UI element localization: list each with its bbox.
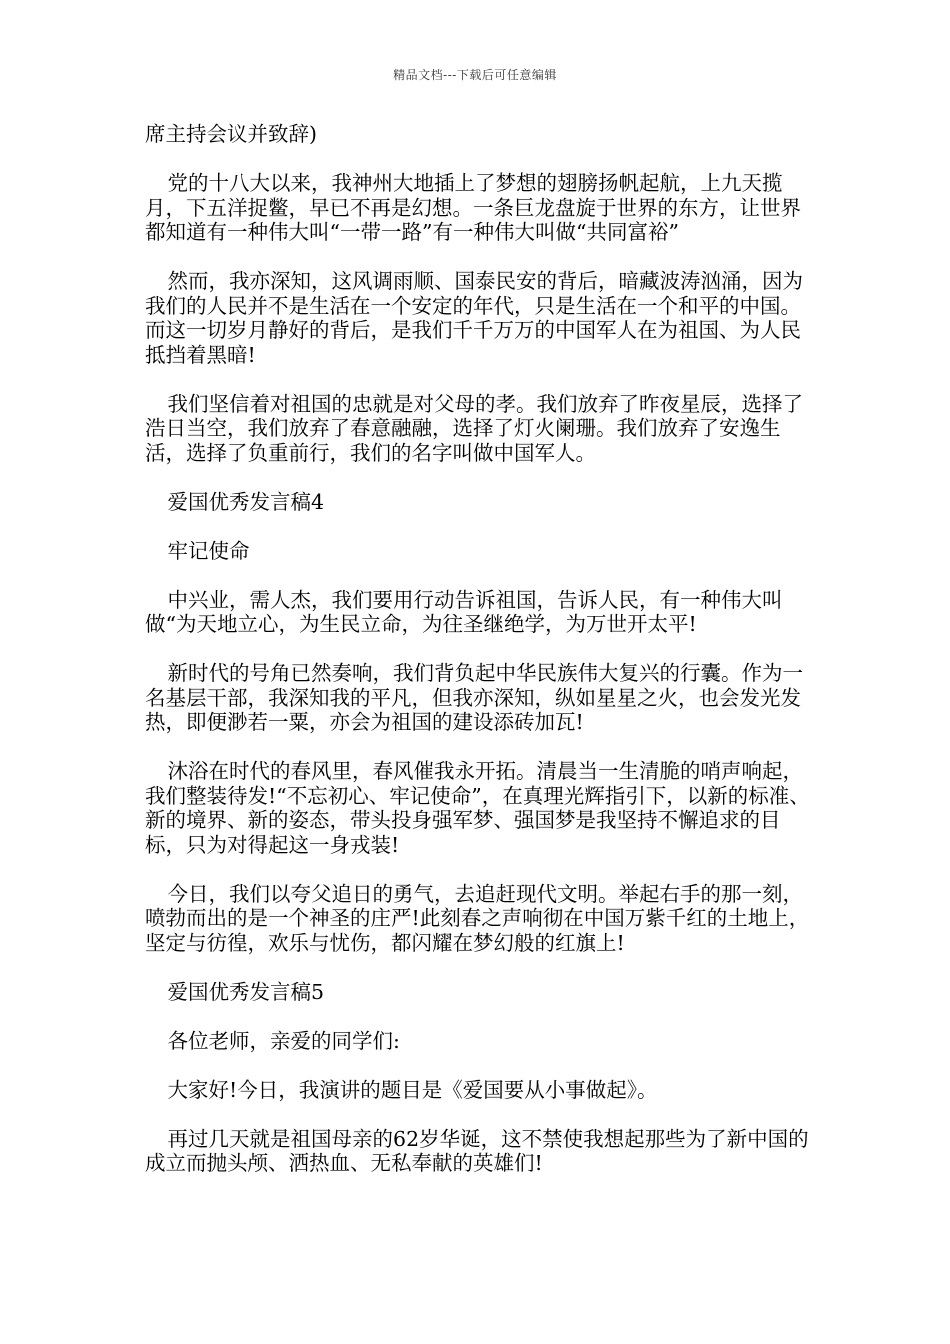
paragraph-9: 大家好!今日，我演讲的题目是《爱国要从小事做起》。 <box>167 1077 658 1102</box>
document-body <box>145 122 810 1200</box>
salutation: 各位老师，亲爱的同学们: <box>167 1028 400 1053</box>
paragraph-7: 沐浴在时代的春风里，春风催我永开拓。清晨当一生清脆的哨声响起，我们整装待发!“不忘初心、牢记使命”，在真理光辉指引下，以新的标准、新的境界、新的姿态，带头投身强军梦、强国梦是我坚持不懈追求的目标，只为对得起这一身戎装! <box>145 759 810 857</box>
section-subtitle: 牢记使命 <box>167 538 250 563</box>
paragraph-4: 我们坚信着对祖国的忠就是对父母的孝。我们放弃了昨夜星辰，选择了浩日当空，我们放弃了春意融融，选择了灯火阑珊。我们放弃了安逸生活，选择了负重前行，我们的名字叫做中国军人。 <box>145 391 804 465</box>
paragraph-6: 新时代的号角已然奏响，我们背负起中华民族伟大复兴的行囊。作为一名基层干部，我深知我的平凡，但我亦深知，纵如星星之火，也会发光发热，即便渺若一粟，亦会为祖国的建设添砖加瓦! <box>145 661 804 734</box>
paragraph-10: 再过几天就是祖国母亲的62岁华诞，这不禁使我想起那些为了新中国的成立而抛头颅、洒热血、无私奉献的英雄们! <box>145 1126 809 1175</box>
paragraph-8: 今日，我们以夸父追日的勇气，去追赶现代文明。举起右手的那一刻，喷勃而出的是一个神圣的庄严!此刻春之声响彻在中国万紫千红的土地上，坚定与彷徨，欢乐与忧伤，都闪耀在梦幻般的红旗上! <box>145 881 810 955</box>
section-heading-4: 爱国优秀发言稿4 <box>167 489 325 514</box>
paragraph-1: 席主持会议并致辞) <box>145 122 317 146</box>
paragraph-2: 党的十八大以来，我神州大地插上了梦想的翅膀扬帆起航，上九天揽月，下五洋捉鳖，早已不再是幻想。一条巨龙盘旋于世界的东方，让世界都知道有一种伟大叫“一带一路”有一种伟大叫做“共同富裕” <box>145 171 801 244</box>
paragraph-5: 中兴业，需人杰，我们要用行动告诉祖国，告诉人民，有一种伟大叫做“为天地立心，为生民立命，为往圣继绝学，为万世开太平! <box>145 587 783 636</box>
page-header: 精品文档---下载后可任意编辑 <box>393 68 557 82</box>
paragraph-3: 然而，我亦深知，这风调雨顺、国泰民安的背后，暗藏波涛汹涌，因为我们的人民并不是生活在一个安定的年代，只是生活在一个和平的中国。而这一切岁月静好的背后，是我们千千万万的中国军人在为祖国、为人民抵挡着黑暗! <box>145 269 804 367</box>
section-heading-5: 爱国优秀发言稿5 <box>167 979 325 1004</box>
